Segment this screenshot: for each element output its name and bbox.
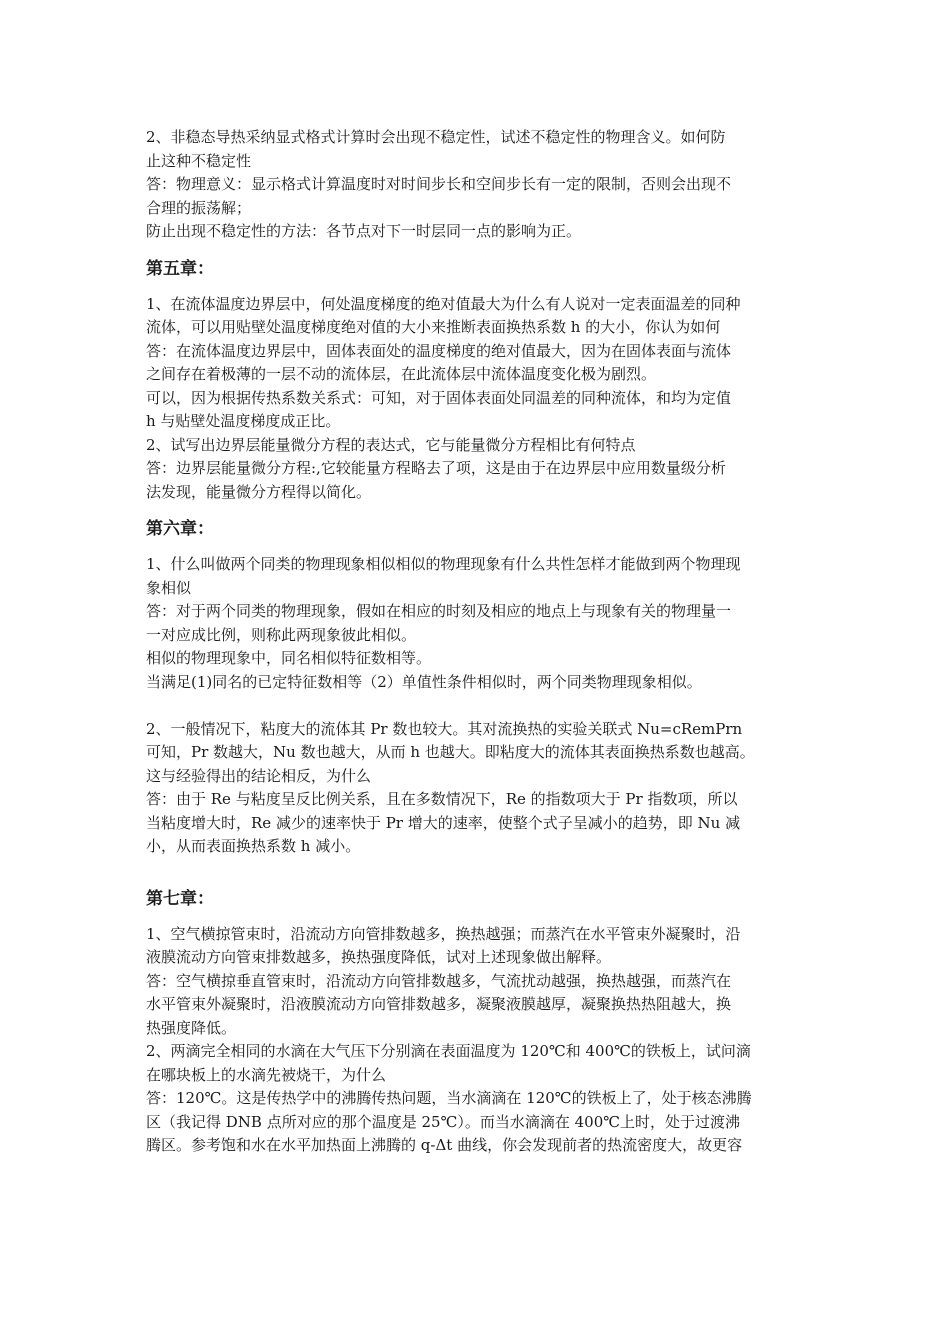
text-line: 2、试写出边界层能量微分方程的表达式，它与能量微分方程相比有何特点: [146, 435, 636, 454]
text-line: 1、什么叫做两个同类的物理现象相似相似的物理现象有什么共性怎样才能做到两个物理现: [146, 555, 741, 573]
text-line: 答：边界层能量微分方程:,它较能量方程略去了项，这是由于在边界层中应用数量级分析: [146, 459, 726, 477]
chapter-7-heading: 第七章：: [146, 888, 214, 909]
text-line: 2、两滴完全相同的水滴在大气压下分别滴在表面温度为 120℃和 400℃的铁板上，试问滴: [146, 1042, 751, 1060]
document-page: [146, 126, 826, 1158]
text-line: 2、一般情况下，粘度大的流体其 Pr 数也较大。其对流换热的实验关联式 Nu=cRemPrn: [146, 719, 743, 738]
text-line: 腾区。参考饱和水在水平加热面上沸腾的 q-Δt 曲线，你会发现前者的热流密度大，故更容: [146, 1136, 743, 1154]
text-line: 这与经验得出的结论相反，为什么: [146, 766, 372, 785]
text-line: 答：120℃。这是传热学中的沸腾传热问题，当水滴滴在 120℃的铁板上了，处于核态沸腾: [146, 1089, 752, 1107]
text-line: 一对应成比例，则称此两现象彼此相似。: [146, 625, 417, 644]
text-line: 法发现，能量微分方程得以简化。: [146, 482, 372, 501]
text-line: 止这种不稳定性: [146, 151, 252, 170]
text-line: 防止出现不稳定性的方法：各节点对下一时层同一点的影响为正。: [146, 222, 582, 240]
text-line: 当粘度增大时，Re 减少的速率快于 Pr 增大的速率，使整个式子呈减小的趋势，即 Nu 减: [146, 813, 741, 832]
text-line: 合理的振荡解；: [146, 198, 252, 217]
text-line: 1、空气横掠管束时，沿流动方向管排数越多，换热越强；而蒸汽在水平管束外凝聚时，沿: [146, 924, 741, 943]
text-line: 答：由于 Re 与粘度呈反比例关系，且在多数情况下，Re 的指数项大于 Pr 指数项，所以: [146, 790, 738, 808]
text-line: 答：物理意义：显示格式计算温度时对时间步长和空间步长有一定的限制，否则会出现不: [146, 175, 732, 193]
text-line: 区（我记得 DNB 点所对应的那个温度是 25℃）。而当水滴滴在 400℃上时，处于过渡沸: [146, 1112, 741, 1131]
text-line: 小，从而表面换热系数 h 减小。: [146, 837, 361, 855]
text-line: 流体，可以用贴壁处温度梯度绝对值的大小来推断表面换热系数 h 的大小，你认为如何: [146, 318, 721, 336]
chapter-6-question-2: [146, 718, 826, 859]
ch4-question-2: [146, 126, 826, 244]
text-line: 可以，因为根据传热系数关系式：可知，对于固体表面处同温差的同种流体，和均为定值: [146, 388, 732, 407]
text-line: 答：空气横掠垂直管束时，沿流动方向管排数越多，气流扰动越强，换热越强，而蒸汽在: [146, 971, 732, 990]
text-line: 热强度降低。: [146, 1018, 237, 1037]
chapter-6-question-1: [146, 553, 826, 694]
text-line: 在哪块板上的水滴先被烧干，为什么: [146, 1065, 387, 1084]
text-line: 相似的物理现象中，同名相似特征数相等。: [146, 649, 432, 667]
text-line: 当满足(1)同名的已定特征数相等（2）单值性条件相似时，两个同类物理现象相似。: [146, 672, 702, 691]
chapter-5-heading: 第五章：: [146, 258, 214, 279]
chapter-5-body: [146, 293, 826, 505]
text-line: 之间存在着极薄的一层不动的流体层，在此流体层中流体温度变化极为剧烈。: [146, 365, 657, 383]
text-line: h 与贴壁处温度梯度成正比。: [146, 412, 341, 430]
text-line: 答：对于两个同类的物理现象，假如在相应的时刻及相应的地点上与现象有关的物理量一: [146, 602, 732, 620]
text-line: 答：在流体温度边界层中，固体表面处的温度梯度的绝对值最大，因为在固体表面与流体: [146, 341, 732, 360]
chapter-6-heading: 第六章：: [146, 519, 214, 539]
text-line: 液膜流动方向管束排数越多，换热强度降低，试对上述现象做出解释。: [146, 948, 612, 966]
text-line: 水平管束外凝聚时，沿液膜流动方向管排数越多，凝聚液膜越厚，凝聚换热热阻越大，换: [146, 995, 732, 1013]
text-line: 象相似: [146, 578, 192, 597]
text-line: 可知，Pr 数越大，Nu 数也越大，从而 h 也越大。即粘度大的流体其表面换热系数也越高。: [146, 743, 755, 761]
text-line: 1、在流体温度边界层中，何处温度梯度的绝对值最大为什么有人说对一定表面温差的同种: [146, 294, 741, 313]
chapter-7-body: [146, 923, 826, 1158]
text-line: 2、非稳态导热采纳显式格式计算时会出现不稳定性，试述不稳定性的物理含义。如何防: [146, 128, 726, 146]
